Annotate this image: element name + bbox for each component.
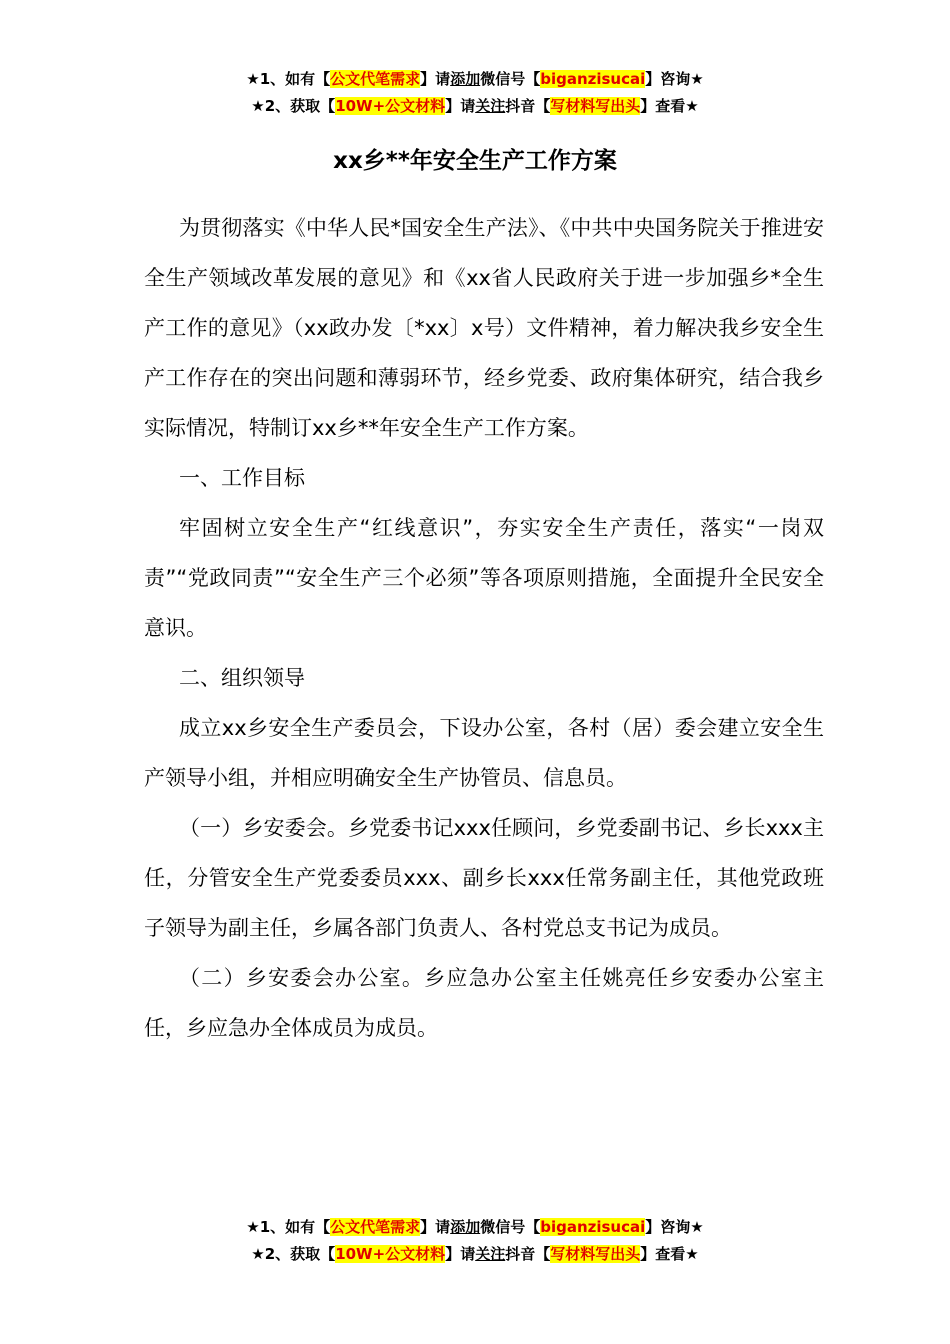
paragraph-intro: 为贯彻落实《中华人民*国安全生产法》、《中共中央国务院关于推进安全生产领域改革发展的意见》和《xx省人民政府关于进一步加强乡*全生产工作的意见》（xx政办发〔*xx〕x号）文件精神，着力解决我乡安全生产工作存在的突出问题和薄弱环节，经乡党委、政府集体研究，结合我乡实际情况，特制订xx乡**年安全生产工作方案。 [144,216,824,440]
document-title: xx乡**年安全生产工作方案 [333,148,617,174]
highlight-douyin-account: 写材料写出头 [550,1245,641,1263]
highlight-wechat-id: biganzisucai [540,70,646,88]
highlight-materials: 10W+公文材料 [335,1245,446,1263]
highlight-wechat-id: biganzisucai [540,1218,646,1236]
highlight-ghostwriting: 公文代笔需求 [330,1218,421,1236]
banner-line-2: ★2、获取【10W+公文材料】请关注抖音【写材料写出头】查看★ [251,97,699,115]
highlight-ghostwriting: 公文代笔需求 [330,70,421,88]
banner-line-1: ★1、如有【公文代笔需求】请添加微信号【biganzisucai】咨询★ [246,1218,704,1236]
paragraph-organization: 成立xx乡安全生产委员会，下设办公室，各村（居）委会建立安全生产领导小组，并相应明确安全生产协管员、信息员。 [144,716,824,790]
paragraph-committee-office: （二）乡安委会办公室。乡应急办公室主任姚亮任乡安委办公室主任，乡应急办全体成员为成员。 [144,966,824,1040]
heading-work-goals: 一、工作目标 [179,466,305,490]
paragraph-goals: 牢固树立安全生产“红线意识”，夯实安全生产责任，落实“一岗双责”“党政同责”“安全生产三个必须”等各项原则措施，全面提升全民安全意识。 [144,516,824,640]
banner-line-2: ★2、获取【10W+公文材料】请关注抖音【写材料写出头】查看★ [251,1245,699,1263]
footer-banner [0,1214,950,1268]
paragraph-safety-committee: （一）乡安委会。乡党委书记xxx任顾问，乡党委副书记、乡长xxx主任，分管安全生产党委委员xxx、副乡长xxx任常务副主任，其他党政班子领导为副主任，乡属各部门负责人、各村党总支书记为成员。 [144,816,824,940]
header-banner [0,66,950,120]
document-body [144,203,824,1053]
heading-organization: 二、组织领导 [179,666,305,690]
highlight-douyin-account: 写材料写出头 [550,97,641,115]
highlight-materials: 10W+公文材料 [335,97,446,115]
banner-line-1: ★1、如有【公文代笔需求】请添加微信号【biganzisucai】咨询★ [246,70,704,88]
